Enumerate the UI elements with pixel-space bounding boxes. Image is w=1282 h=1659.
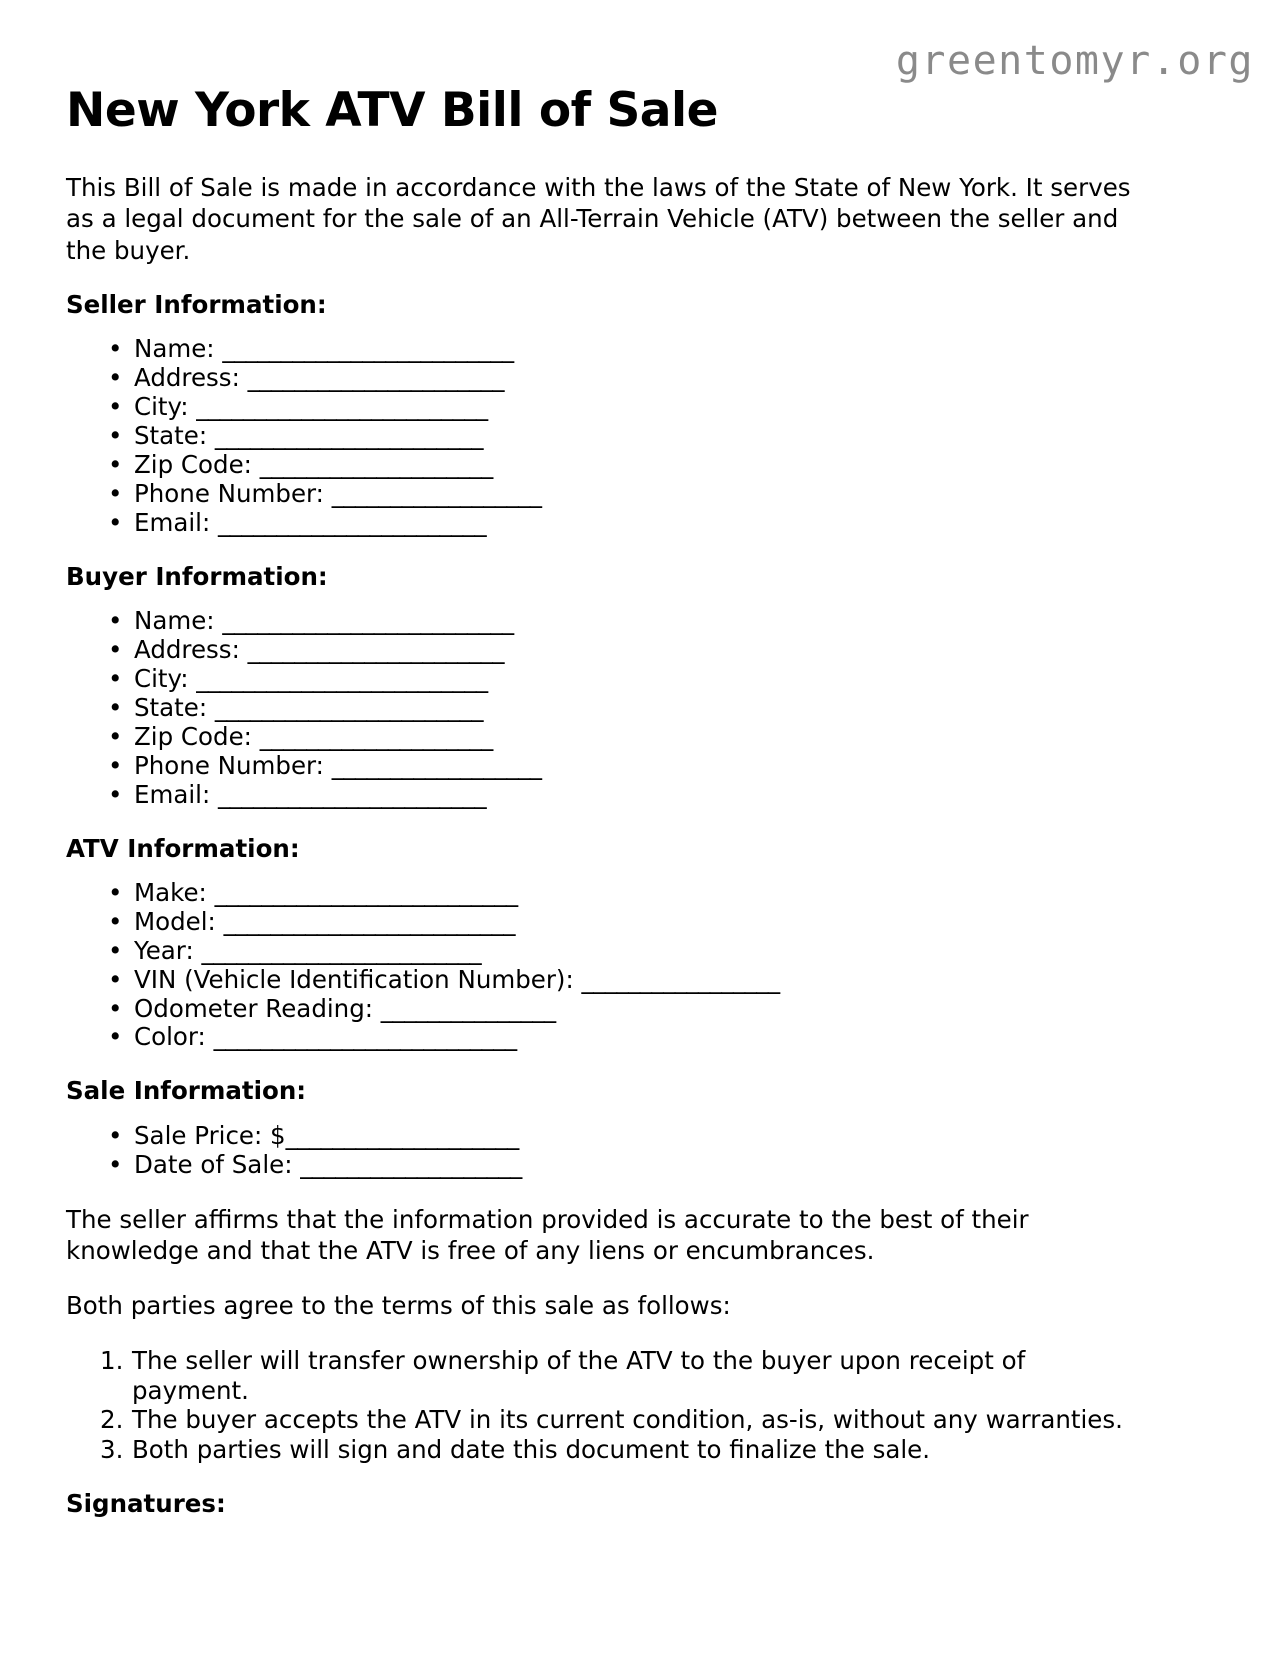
page-title: New York ATV Bill of Sale xyxy=(66,83,718,138)
field-atv-odometer-reading xyxy=(108,995,1141,1024)
field-label: Make: xyxy=(134,877,215,907)
field-label: City: xyxy=(134,664,197,694)
field-atv-make xyxy=(108,879,1141,908)
field-seller-state xyxy=(108,422,1141,451)
seller-information-heading: Seller Information: xyxy=(66,290,327,320)
field-label: Color: xyxy=(134,1022,214,1052)
field-label: City: xyxy=(134,392,197,422)
field-blank-line[interactable]: _________________________ xyxy=(196,664,488,694)
field-blank-line[interactable]: _________________________ xyxy=(222,334,514,364)
atv-information-heading: ATV Information: xyxy=(66,833,300,863)
field-buyer-city xyxy=(108,665,1141,694)
field-label: Zip Code: xyxy=(134,721,260,751)
terms-intro-paragraph: Both parties agree to the terms of this sale as follows: xyxy=(66,1291,731,1321)
buyer-information-heading: Buyer Information: xyxy=(66,561,328,591)
field-buyer-zip-code xyxy=(108,723,1141,752)
field-blank-line[interactable]: ___________________ xyxy=(300,1149,522,1179)
field-atv-vin xyxy=(108,966,1141,995)
field-seller-city xyxy=(108,393,1141,422)
field-label: Phone Number: xyxy=(134,750,332,780)
field-seller-name xyxy=(108,335,1141,364)
field-blank-line[interactable]: _______________________ xyxy=(218,779,486,809)
field-blank-line[interactable]: _______________________ xyxy=(214,692,483,722)
field-label: State: xyxy=(134,692,215,722)
field-seller-zip-code xyxy=(108,451,1141,480)
field-label: Model: xyxy=(134,906,224,936)
field-blank-line[interactable]: ____________________ xyxy=(259,721,493,751)
affirmation-paragraph: The seller affirms that the information provided is accurate to the best of their knowledge and that the ATV is free of any liens or encumbrances. xyxy=(66,1204,1029,1265)
field-date-of-sale xyxy=(108,1151,1141,1180)
field-blank-line[interactable]: _______________________ xyxy=(214,421,483,451)
field-label: Sale Price: $ xyxy=(134,1120,286,1150)
term-item-1: The seller will transfer ownership of the ATV to the buyer upon receipt of payment. xyxy=(132,1345,1026,1405)
field-blank-line[interactable]: _________________________ xyxy=(223,906,515,936)
sale-field-list xyxy=(66,1122,1141,1180)
field-atv-model xyxy=(108,908,1141,937)
field-sale-price xyxy=(108,1122,1141,1151)
term-item-2: The buyer accepts the ATV in its current condition, as-is, without any warranties. xyxy=(132,1405,1123,1435)
field-label: State: xyxy=(134,421,215,451)
field-label: Address: xyxy=(134,635,248,665)
field-label: Year: xyxy=(134,935,202,965)
field-buyer-name xyxy=(108,607,1141,636)
field-atv-year xyxy=(108,937,1141,966)
field-label: Zip Code: xyxy=(134,450,260,480)
document-body xyxy=(66,172,1141,1535)
field-buyer-email xyxy=(108,781,1141,810)
field-blank-line[interactable]: _________________ xyxy=(581,964,780,994)
field-blank-line[interactable]: _______________________ xyxy=(218,507,486,537)
field-blank-line[interactable]: __________________________ xyxy=(214,877,518,907)
field-label: Name: xyxy=(134,606,223,636)
field-atv-color xyxy=(108,1023,1141,1052)
field-label: Name: xyxy=(134,334,223,364)
field-label: VIN (Vehicle Identification Number): xyxy=(134,964,582,994)
site-watermark: greentomyr.org xyxy=(895,38,1254,84)
field-blank-line[interactable]: _________________________ xyxy=(196,392,488,422)
field-blank-line[interactable]: __________________ xyxy=(331,750,542,780)
field-label: Date of Sale: xyxy=(134,1149,301,1179)
field-blank-line[interactable]: ____________________ xyxy=(259,450,493,480)
sale-information-heading: Sale Information: xyxy=(66,1076,307,1106)
field-blank-line[interactable]: _________________________ xyxy=(222,606,514,636)
field-blank-line[interactable]: _______________ xyxy=(380,993,556,1023)
field-buyer-phone-number xyxy=(108,752,1141,781)
field-seller-email xyxy=(108,509,1141,538)
atv-field-list xyxy=(66,879,1141,1052)
terms-list xyxy=(66,1346,1141,1466)
field-blank-line[interactable]: __________________________ xyxy=(213,1022,517,1052)
field-blank-line[interactable]: ____________________ xyxy=(285,1120,519,1150)
field-blank-line[interactable]: ________________________ xyxy=(201,935,482,965)
field-buyer-address xyxy=(108,636,1141,665)
field-label: Email: xyxy=(134,779,219,809)
field-seller-phone-number xyxy=(108,480,1141,509)
seller-field-list xyxy=(66,335,1141,537)
field-label: Odometer Reading: xyxy=(134,993,381,1023)
signatures-heading: Signatures: xyxy=(66,1489,226,1519)
field-blank-line[interactable]: ______________________ xyxy=(247,363,504,393)
field-label: Address: xyxy=(134,363,248,393)
field-blank-line[interactable]: __________________ xyxy=(331,479,542,508)
field-seller-address xyxy=(108,364,1141,393)
term-item-3: Both parties will sign and date this document to finalize the sale. xyxy=(132,1435,931,1465)
field-label: Email: xyxy=(134,507,219,537)
field-blank-line[interactable]: ______________________ xyxy=(247,635,504,665)
field-buyer-state xyxy=(108,694,1141,723)
field-label: Phone Number: xyxy=(134,479,332,508)
buyer-field-list xyxy=(66,607,1141,809)
intro-paragraph: This Bill of Sale is made in accordance with the laws of the State of New York. It serves as a legal document for the sale of an All-Terrain Vehicle (ATV) between the seller and the buyer. xyxy=(66,173,1131,265)
